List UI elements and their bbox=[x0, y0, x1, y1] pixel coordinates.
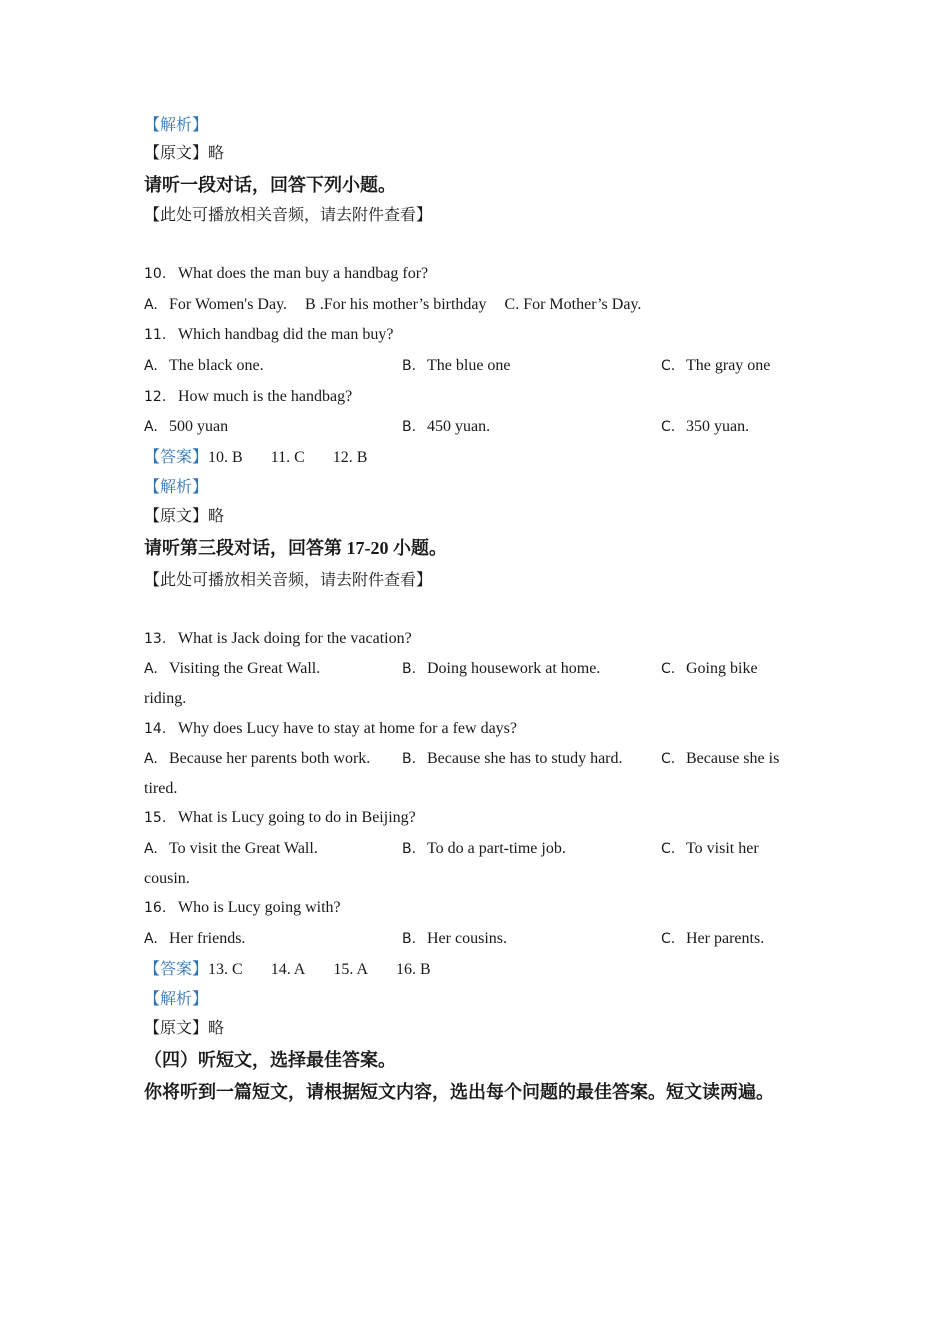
section-instruction: 你将听到一篇短文，请根据短文内容，选出每个问题的最佳答案。短文读两遍。 bbox=[144, 1082, 774, 1102]
option-label: A. bbox=[144, 358, 158, 374]
answer-item: 11. C bbox=[270, 449, 305, 466]
answer-item: 15. A bbox=[333, 961, 369, 978]
original-text-line bbox=[144, 144, 224, 164]
option-text: Her cousins. bbox=[427, 930, 507, 947]
answer-line bbox=[144, 960, 459, 980]
question-10 bbox=[144, 264, 428, 284]
question-text: What is Jack doing for the vacation? bbox=[178, 630, 412, 647]
answer-item: 10. B bbox=[208, 449, 243, 466]
option-c: C. For Mother’s Day. bbox=[504, 296, 642, 313]
option-label: C. bbox=[661, 841, 676, 857]
question-text: Why does Lucy have to stay at home for a few days? bbox=[178, 720, 517, 737]
answer-item: 14. A bbox=[270, 961, 306, 978]
question-number: 12. bbox=[144, 389, 167, 405]
question-text: Who is Lucy going with? bbox=[178, 899, 341, 916]
option-label: B. bbox=[402, 931, 417, 947]
option-label: C. bbox=[661, 661, 676, 677]
option-b bbox=[402, 839, 566, 859]
option-c bbox=[661, 839, 759, 859]
question-text: What does the man buy a handbag for? bbox=[178, 265, 429, 282]
question-14 bbox=[144, 719, 517, 739]
question-number: 13. bbox=[144, 631, 167, 647]
option-label: C. bbox=[661, 419, 676, 435]
option-label: A. bbox=[144, 751, 158, 767]
option-label: A. bbox=[144, 931, 158, 947]
question-text: What is Lucy going to do in Beijing? bbox=[178, 809, 416, 826]
answer-item: 12. B bbox=[332, 449, 368, 466]
listening-instruction: 请听一段对话，回答下列小题。 bbox=[144, 175, 396, 195]
question-15 bbox=[144, 808, 416, 828]
listening-instruction: 请听第三段对话，回答第 17-20 小题。 bbox=[144, 538, 447, 558]
answer-tag: 【答案】 bbox=[144, 961, 209, 978]
option-a bbox=[144, 659, 320, 679]
option-c bbox=[661, 659, 758, 679]
original-text-value: 略 bbox=[208, 508, 225, 525]
option-b bbox=[402, 417, 490, 437]
question-text: How much is the handbag? bbox=[178, 388, 353, 405]
question-text: Which handbag did the man buy? bbox=[178, 326, 394, 343]
question-13 bbox=[144, 629, 412, 649]
option-text: The blue one bbox=[427, 357, 511, 374]
option-label: A. bbox=[144, 419, 158, 435]
option-c-continuation: riding. bbox=[144, 690, 187, 707]
option-label: C. bbox=[661, 751, 676, 767]
option-c bbox=[661, 749, 779, 769]
option-a bbox=[144, 929, 245, 949]
option-c-continuation: tired. bbox=[144, 780, 178, 797]
original-text-value: 略 bbox=[208, 145, 225, 162]
analysis-tag: 【解析】 bbox=[144, 991, 209, 1008]
option-text: Going bike bbox=[686, 660, 758, 677]
option-text: The gray one bbox=[686, 357, 771, 374]
answer-tag: 【答案】 bbox=[144, 449, 209, 466]
option-b bbox=[402, 356, 511, 376]
option-text: To visit the Great Wall. bbox=[169, 840, 318, 857]
option-label: B. bbox=[402, 358, 417, 374]
option-c bbox=[661, 929, 764, 949]
question-12 bbox=[144, 387, 352, 407]
original-text-tag: 【原文】 bbox=[144, 508, 209, 525]
original-text-line bbox=[144, 1019, 224, 1039]
original-text-line bbox=[144, 507, 224, 527]
option-label: A. bbox=[144, 661, 158, 677]
option-a: For Women's Day. bbox=[169, 296, 288, 313]
option-label: A. bbox=[144, 841, 158, 857]
option-label: C. bbox=[661, 358, 676, 374]
question-10-options bbox=[144, 295, 641, 315]
question-number: 16. bbox=[144, 900, 167, 916]
option-text: 450 yuan. bbox=[427, 418, 491, 435]
option-a bbox=[144, 749, 370, 769]
analysis-tag: 【解析】 bbox=[144, 117, 209, 134]
option-text: Visiting the Great Wall. bbox=[169, 660, 321, 677]
question-number: 15. bbox=[144, 810, 167, 826]
option-text: Because she has to study hard. bbox=[427, 750, 623, 767]
option-b: B .For his mother’s birthday bbox=[305, 296, 487, 313]
question-11 bbox=[144, 325, 394, 345]
answer-item: 13. C bbox=[208, 961, 243, 978]
option-c bbox=[661, 356, 770, 376]
section-heading: （四）听短文，选择最佳答案。 bbox=[144, 1050, 396, 1070]
question-number: 14. bbox=[144, 721, 167, 737]
option-label: B. bbox=[402, 841, 417, 857]
option-label: A. bbox=[144, 297, 158, 313]
option-text: Because she is bbox=[686, 750, 780, 767]
analysis-tag: 【解析】 bbox=[144, 479, 209, 496]
option-b bbox=[402, 659, 600, 679]
option-c-continuation: cousin. bbox=[144, 870, 190, 887]
option-a bbox=[144, 417, 228, 437]
option-text: 350 yuan. bbox=[686, 418, 750, 435]
option-text: Her parents. bbox=[686, 930, 765, 947]
option-a bbox=[144, 839, 318, 859]
option-text: To do a part-time job. bbox=[427, 840, 566, 857]
option-text: Because her parents both work. bbox=[169, 750, 371, 767]
audio-note: 【此处可播放相关音频，请去附件查看】 bbox=[144, 207, 433, 224]
answer-line bbox=[144, 448, 395, 468]
option-text: To visit her bbox=[686, 840, 759, 857]
option-text: 500 yuan bbox=[169, 418, 229, 435]
option-c bbox=[661, 417, 749, 437]
option-text: Her friends. bbox=[169, 930, 246, 947]
option-label: B. bbox=[402, 751, 417, 767]
answer-item: 16. B bbox=[396, 961, 431, 978]
question-number: 11. bbox=[144, 327, 167, 343]
original-text-tag: 【原文】 bbox=[144, 145, 209, 162]
option-b bbox=[402, 749, 623, 769]
question-number: 10. bbox=[144, 266, 167, 282]
option-b bbox=[402, 929, 507, 949]
option-label: B. bbox=[402, 661, 417, 677]
option-label: B. bbox=[402, 419, 417, 435]
option-a bbox=[144, 356, 264, 376]
original-text-value: 略 bbox=[208, 1020, 225, 1037]
audio-note: 【此处可播放相关音频，请去附件查看】 bbox=[144, 572, 433, 589]
original-text-tag: 【原文】 bbox=[144, 1020, 209, 1037]
option-text: Doing housework at home. bbox=[427, 660, 601, 677]
option-text: The black one. bbox=[169, 357, 264, 374]
question-16 bbox=[144, 898, 341, 918]
option-label: C. bbox=[661, 931, 676, 947]
